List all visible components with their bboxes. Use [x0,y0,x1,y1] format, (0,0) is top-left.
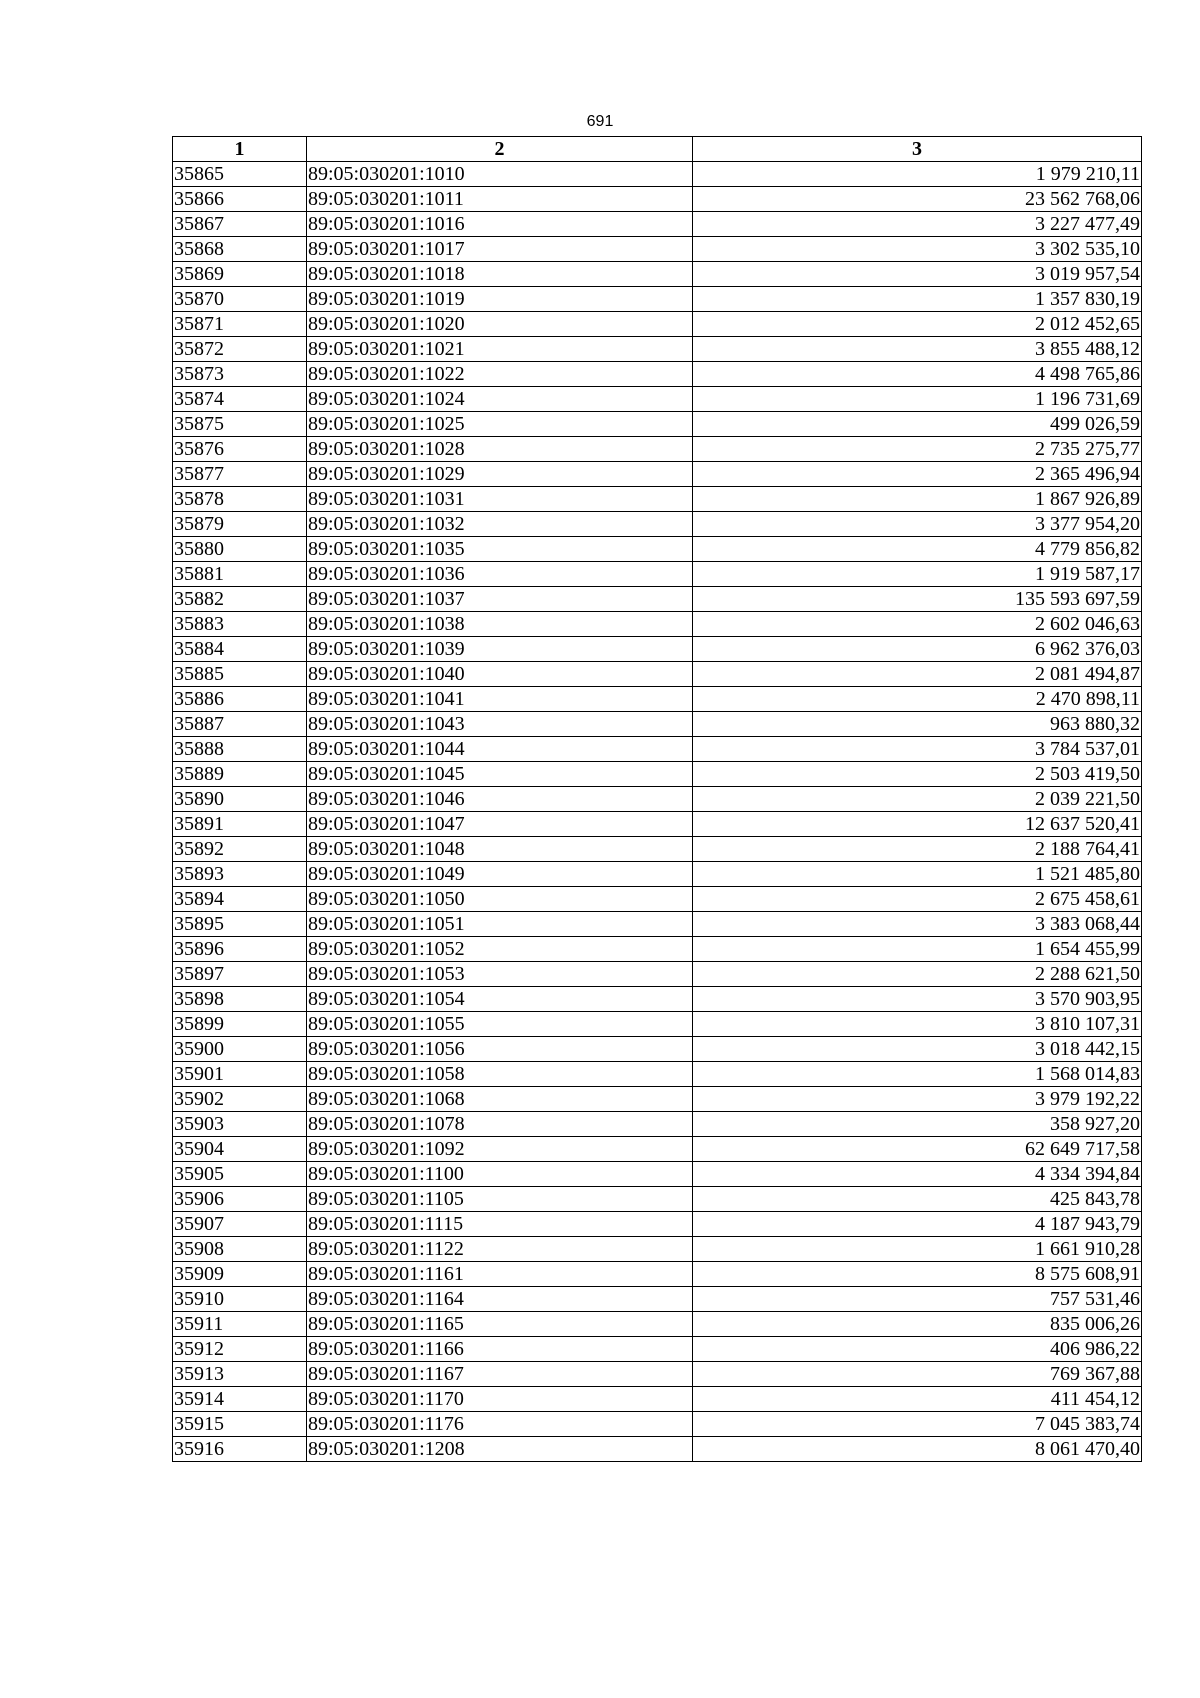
table-row [173,562,1142,587]
value-cell: 963 880,32 [693,712,1142,737]
table-row [173,1062,1142,1087]
cadastral-number-cell: 89:05:030201:1122 [307,1237,693,1262]
cadastral-number-cell: 89:05:030201:1011 [307,187,693,212]
value-cell: 12 637 520,41 [693,812,1142,837]
cadastral-number-cell: 89:05:030201:1022 [307,362,693,387]
cadastral-number-cell: 89:05:030201:1051 [307,912,693,937]
table-row [173,1287,1142,1312]
value-cell: 6 962 376,03 [693,637,1142,662]
cadastral-number-cell: 89:05:030201:1028 [307,437,693,462]
cadastral-number-cell: 89:05:030201:1056 [307,1037,693,1062]
table-row [173,337,1142,362]
value-cell: 1 654 455,99 [693,937,1142,962]
table-row [173,612,1142,637]
value-cell: 2 288 621,50 [693,962,1142,987]
table-row [173,1262,1142,1287]
table-row [173,587,1142,612]
table-row [173,487,1142,512]
cadastral-number-cell: 89:05:030201:1036 [307,562,693,587]
table-row [173,912,1142,937]
cadastral-number-cell: 89:05:030201:1029 [307,462,693,487]
table-row [173,812,1142,837]
table-row [173,862,1142,887]
value-cell: 7 045 383,74 [693,1412,1142,1437]
row-number-cell: 35882 [173,587,307,612]
table-row [173,387,1142,412]
row-number-cell: 35895 [173,912,307,937]
row-number-cell: 35878 [173,487,307,512]
value-cell: 1 357 830,19 [693,287,1142,312]
row-number-cell: 35907 [173,1212,307,1237]
cadastral-number-cell: 89:05:030201:1035 [307,537,693,562]
value-cell: 358 927,20 [693,1112,1142,1137]
value-cell: 411 454,12 [693,1387,1142,1412]
value-cell: 3 855 488,12 [693,337,1142,362]
row-number-cell: 35868 [173,237,307,262]
table-body [173,162,1142,1462]
cadastral-number-cell: 89:05:030201:1039 [307,637,693,662]
row-number-cell: 35888 [173,737,307,762]
table-row [173,1387,1142,1412]
cadastral-number-cell: 89:05:030201:1017 [307,237,693,262]
page-number: 691 [586,113,614,130]
row-number-cell: 35875 [173,412,307,437]
table-row [173,287,1142,312]
cadastral-number-cell: 89:05:030201:1048 [307,837,693,862]
cadastral-number-cell: 89:05:030201:1052 [307,937,693,962]
cadastral-number-cell: 89:05:030201:1170 [307,1387,693,1412]
value-cell: 499 026,59 [693,412,1142,437]
value-cell: 1 521 485,80 [693,862,1142,887]
table-row [173,762,1142,787]
table-row [173,1187,1142,1212]
value-cell: 2 012 452,65 [693,312,1142,337]
table-row [173,1237,1142,1262]
value-cell: 135 593 697,59 [693,587,1142,612]
row-number-cell: 35898 [173,987,307,1012]
cadastral-number-cell: 89:05:030201:1161 [307,1262,693,1287]
table-row [173,937,1142,962]
cadastral-number-cell: 89:05:030201:1046 [307,787,693,812]
cadastral-number-cell: 89:05:030201:1054 [307,987,693,1012]
registry-table [172,136,1142,1462]
table-row [173,187,1142,212]
row-number-cell: 35890 [173,787,307,812]
table-row [173,412,1142,437]
value-cell: 4 334 394,84 [693,1162,1142,1187]
row-number-cell: 35908 [173,1237,307,1262]
table-row [173,462,1142,487]
value-cell: 4 498 765,86 [693,362,1142,387]
value-cell: 3 810 107,31 [693,1012,1142,1037]
row-number-cell: 35881 [173,562,307,587]
column-header-1: 1 [173,137,307,162]
table-row [173,1362,1142,1387]
table-row [173,1162,1142,1187]
row-number-cell: 35913 [173,1362,307,1387]
value-cell: 2 039 221,50 [693,787,1142,812]
table-row [173,637,1142,662]
value-cell: 406 986,22 [693,1337,1142,1362]
row-number-cell: 35893 [173,862,307,887]
row-number-cell: 35883 [173,612,307,637]
table-row [173,512,1142,537]
value-cell: 2 081 494,87 [693,662,1142,687]
row-number-cell: 35874 [173,387,307,412]
value-cell: 425 843,78 [693,1187,1142,1212]
row-number-cell: 35886 [173,687,307,712]
table-row [173,162,1142,187]
cadastral-number-cell: 89:05:030201:1068 [307,1087,693,1112]
row-number-cell: 35872 [173,337,307,362]
value-cell: 3 570 903,95 [693,987,1142,1012]
row-number-cell: 35905 [173,1162,307,1187]
row-number-cell: 35902 [173,1087,307,1112]
cadastral-number-cell: 89:05:030201:1050 [307,887,693,912]
row-number-cell: 35899 [173,1012,307,1037]
column-header-2: 2 [307,137,693,162]
table-row [173,437,1142,462]
value-cell: 8 061 470,40 [693,1437,1142,1462]
column-header-3: 3 [693,137,1142,162]
table-row [173,1312,1142,1337]
cadastral-number-cell: 89:05:030201:1115 [307,1212,693,1237]
row-number-cell: 35915 [173,1412,307,1437]
cadastral-number-cell: 89:05:030201:1166 [307,1337,693,1362]
table-row [173,712,1142,737]
row-number-cell: 35876 [173,437,307,462]
row-number-cell: 35884 [173,637,307,662]
value-cell: 3 018 442,15 [693,1037,1142,1062]
table-row [173,987,1142,1012]
row-number-cell: 35880 [173,537,307,562]
row-number-cell: 35879 [173,512,307,537]
row-number-cell: 35885 [173,662,307,687]
value-cell: 8 575 608,91 [693,1262,1142,1287]
cadastral-number-cell: 89:05:030201:1024 [307,387,693,412]
cadastral-number-cell: 89:05:030201:1047 [307,812,693,837]
table-row [173,312,1142,337]
cadastral-number-cell: 89:05:030201:1038 [307,612,693,637]
cadastral-number-cell: 89:05:030201:1031 [307,487,693,512]
row-number-cell: 35892 [173,837,307,862]
row-number-cell: 35867 [173,212,307,237]
row-number-cell: 35866 [173,187,307,212]
value-cell: 769 367,88 [693,1362,1142,1387]
cadastral-number-cell: 89:05:030201:1016 [307,212,693,237]
value-cell: 3 383 068,44 [693,912,1142,937]
cadastral-number-cell: 89:05:030201:1043 [307,712,693,737]
cadastral-number-cell: 89:05:030201:1105 [307,1187,693,1212]
cadastral-number-cell: 89:05:030201:1041 [307,687,693,712]
table-row [173,687,1142,712]
cadastral-number-cell: 89:05:030201:1176 [307,1412,693,1437]
row-number-cell: 35916 [173,1437,307,1462]
row-number-cell: 35894 [173,887,307,912]
table-row [173,237,1142,262]
cadastral-number-cell: 89:05:030201:1092 [307,1137,693,1162]
table-row [173,212,1142,237]
table-row [173,1337,1142,1362]
cadastral-number-cell: 89:05:030201:1010 [307,162,693,187]
cadastral-number-cell: 89:05:030201:1021 [307,337,693,362]
value-cell: 4 779 856,82 [693,537,1142,562]
value-cell: 3 377 954,20 [693,512,1142,537]
cadastral-number-cell: 89:05:030201:1100 [307,1162,693,1187]
value-cell: 3 302 535,10 [693,237,1142,262]
table-row [173,887,1142,912]
cadastral-number-cell: 89:05:030201:1019 [307,287,693,312]
row-number-cell: 35900 [173,1037,307,1062]
value-cell: 62 649 717,58 [693,1137,1142,1162]
cadastral-number-cell: 89:05:030201:1049 [307,862,693,887]
cadastral-number-cell: 89:05:030201:1018 [307,262,693,287]
table-row [173,662,1142,687]
row-number-cell: 35904 [173,1137,307,1162]
table-row [173,262,1142,287]
table-row [173,962,1142,987]
table-row [173,1137,1142,1162]
row-number-cell: 35903 [173,1112,307,1137]
row-number-cell: 35901 [173,1062,307,1087]
row-number-cell: 35865 [173,162,307,187]
cadastral-number-cell: 89:05:030201:1032 [307,512,693,537]
value-cell: 2 503 419,50 [693,762,1142,787]
value-cell: 757 531,46 [693,1287,1142,1312]
row-number-cell: 35909 [173,1262,307,1287]
value-cell: 2 602 046,63 [693,612,1142,637]
row-number-cell: 35906 [173,1187,307,1212]
value-cell: 3 784 537,01 [693,737,1142,762]
value-cell: 2 365 496,94 [693,462,1142,487]
value-cell: 1 979 210,11 [693,162,1142,187]
cadastral-number-cell: 89:05:030201:1078 [307,1112,693,1137]
table-row [173,1012,1142,1037]
cadastral-number-cell: 89:05:030201:1037 [307,587,693,612]
cadastral-number-cell: 89:05:030201:1058 [307,1062,693,1087]
cadastral-number-cell: 89:05:030201:1040 [307,662,693,687]
table-row [173,1087,1142,1112]
cadastral-number-cell: 89:05:030201:1208 [307,1437,693,1462]
value-cell: 3 019 957,54 [693,262,1142,287]
value-cell: 3 227 477,49 [693,212,1142,237]
value-cell: 3 979 192,22 [693,1087,1142,1112]
value-cell: 4 187 943,79 [693,1212,1142,1237]
row-number-cell: 35873 [173,362,307,387]
table-header-row [173,137,1142,162]
row-number-cell: 35871 [173,312,307,337]
value-cell: 1 867 926,89 [693,487,1142,512]
row-number-cell: 35869 [173,262,307,287]
value-cell: 1 661 910,28 [693,1237,1142,1262]
row-number-cell: 35914 [173,1387,307,1412]
value-cell: 2 675 458,61 [693,887,1142,912]
cadastral-number-cell: 89:05:030201:1045 [307,762,693,787]
row-number-cell: 35911 [173,1312,307,1337]
row-number-cell: 35891 [173,812,307,837]
cadastral-number-cell: 89:05:030201:1025 [307,412,693,437]
table-row [173,1212,1142,1237]
value-cell: 2 188 764,41 [693,837,1142,862]
table-row [173,1412,1142,1437]
row-number-cell: 35910 [173,1287,307,1312]
cadastral-number-cell: 89:05:030201:1055 [307,1012,693,1037]
table-row [173,537,1142,562]
row-number-cell: 35897 [173,962,307,987]
cadastral-number-cell: 89:05:030201:1053 [307,962,693,987]
value-cell: 2 470 898,11 [693,687,1142,712]
table-row [173,362,1142,387]
table-row [173,1112,1142,1137]
row-number-cell: 35912 [173,1337,307,1362]
row-number-cell: 35870 [173,287,307,312]
value-cell: 1 568 014,83 [693,1062,1142,1087]
table-row [173,787,1142,812]
table-row [173,737,1142,762]
cadastral-number-cell: 89:05:030201:1164 [307,1287,693,1312]
row-number-cell: 35887 [173,712,307,737]
table-row [173,1037,1142,1062]
row-number-cell: 35889 [173,762,307,787]
cadastral-number-cell: 89:05:030201:1167 [307,1362,693,1387]
cadastral-number-cell: 89:05:030201:1020 [307,312,693,337]
value-cell: 1 919 587,17 [693,562,1142,587]
row-number-cell: 35877 [173,462,307,487]
cadastral-number-cell: 89:05:030201:1044 [307,737,693,762]
value-cell: 835 006,26 [693,1312,1142,1337]
table-row [173,837,1142,862]
value-cell: 23 562 768,06 [693,187,1142,212]
value-cell: 1 196 731,69 [693,387,1142,412]
value-cell: 2 735 275,77 [693,437,1142,462]
row-number-cell: 35896 [173,937,307,962]
cadastral-number-cell: 89:05:030201:1165 [307,1312,693,1337]
table-row [173,1437,1142,1462]
